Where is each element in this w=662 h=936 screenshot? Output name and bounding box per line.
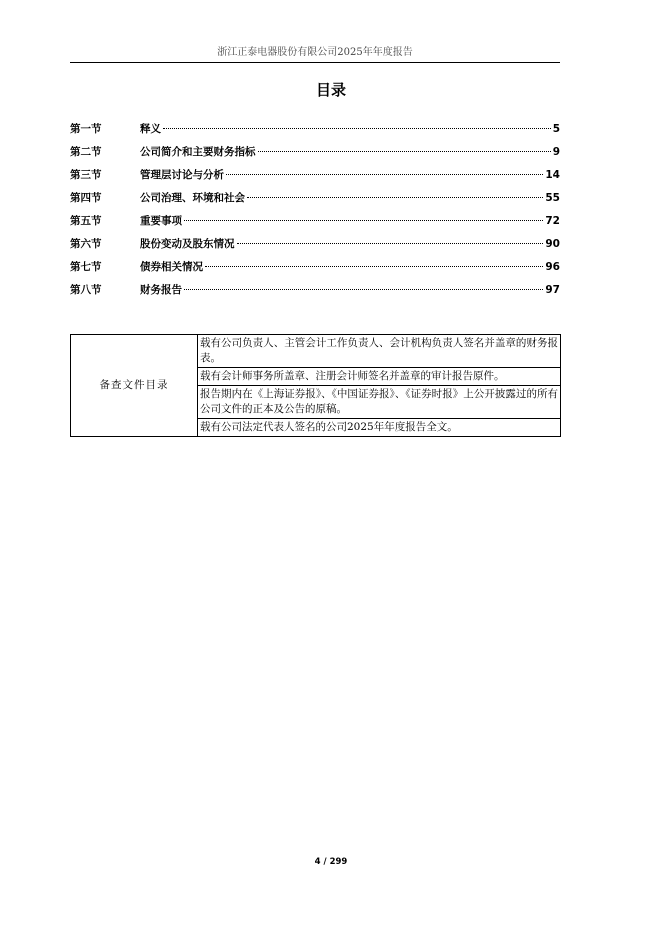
toc-section-name: 重要事项 [140, 215, 182, 227]
toc-leader-dots [258, 151, 551, 152]
toc-page-number: 72 [545, 215, 560, 227]
toc-leader-dots [247, 197, 543, 198]
page-header [70, 44, 560, 63]
toc-section-name: 公司简介和主要财务指标 [140, 146, 256, 158]
toc-section-number: 第六节 [70, 238, 102, 250]
toc-section-name: 财务报告 [140, 284, 182, 296]
toc-page-number: 55 [545, 192, 560, 204]
toc-leader-dots [237, 243, 544, 244]
toc-page-number: 97 [545, 284, 560, 296]
toc-entry[interactable] [70, 187, 560, 210]
toc-entry[interactable] [70, 141, 560, 164]
toc-entry[interactable] [70, 233, 560, 256]
toc-page-number: 14 [545, 169, 560, 181]
toc-leader-dots [184, 220, 543, 221]
toc-section-name: 债券相关情况 [140, 261, 203, 273]
toc-section-number: 第三节 [70, 169, 102, 181]
toc-entry[interactable] [70, 210, 560, 233]
toc-section-name: 管理层讨论与分析 [140, 169, 224, 181]
toc-section-name: 股份变动及股东情况 [140, 238, 235, 250]
toc-section-number: 第一节 [70, 123, 102, 135]
toc-section-number: 第二节 [70, 146, 102, 158]
toc-page-number: 5 [552, 123, 560, 135]
toc-leader-dots [226, 174, 543, 175]
toc-entry[interactable] [70, 256, 560, 279]
table-of-contents [70, 118, 560, 302]
toc-page-number: 9 [552, 146, 560, 158]
toc-section-name: 释义 [140, 123, 161, 135]
table-row [71, 335, 561, 368]
toc-section-name: 公司治理、环境和社会 [140, 192, 245, 204]
reference-file-item: 载有公司法定代表人签名的公司2025年年度报告全文。 [198, 419, 561, 437]
toc-leader-dots [205, 266, 543, 267]
page-number: 4 / 299 [314, 857, 348, 867]
toc-entry[interactable] [70, 118, 560, 141]
report-title: 浙江正泰电器股份有限公司2025年年度报告 [217, 47, 413, 58]
toc-section-number: 第五节 [70, 215, 102, 227]
toc-leader-dots [163, 128, 551, 129]
reference-file-item: 载有会计师事务所盖章、注册会计师签名并盖章的审计报告原件。 [198, 368, 561, 386]
toc-page-number: 90 [545, 238, 560, 250]
reference-files-label: 备查文件目录 [71, 335, 198, 437]
toc-entry[interactable] [70, 279, 560, 302]
toc-section-number: 第八节 [70, 284, 102, 296]
toc-title: 目录 [315, 81, 346, 99]
toc-leader-dots [184, 289, 543, 290]
toc-section-number: 第七节 [70, 261, 102, 273]
reference-file-item: 载有公司负责人、主管会计工作负责人、会计机构负责人签名并盖章的财务报表。 [198, 335, 561, 368]
toc-entry[interactable] [70, 164, 560, 187]
reference-files-table [70, 334, 561, 437]
toc-page-number: 96 [545, 261, 560, 273]
reference-file-item: 报告期内在《上海证券报》、《中国证券报》、《证券时报》上公开披露过的所有公司文件的正本及公告的原稿。 [198, 386, 561, 419]
toc-section-number: 第四节 [70, 192, 102, 204]
